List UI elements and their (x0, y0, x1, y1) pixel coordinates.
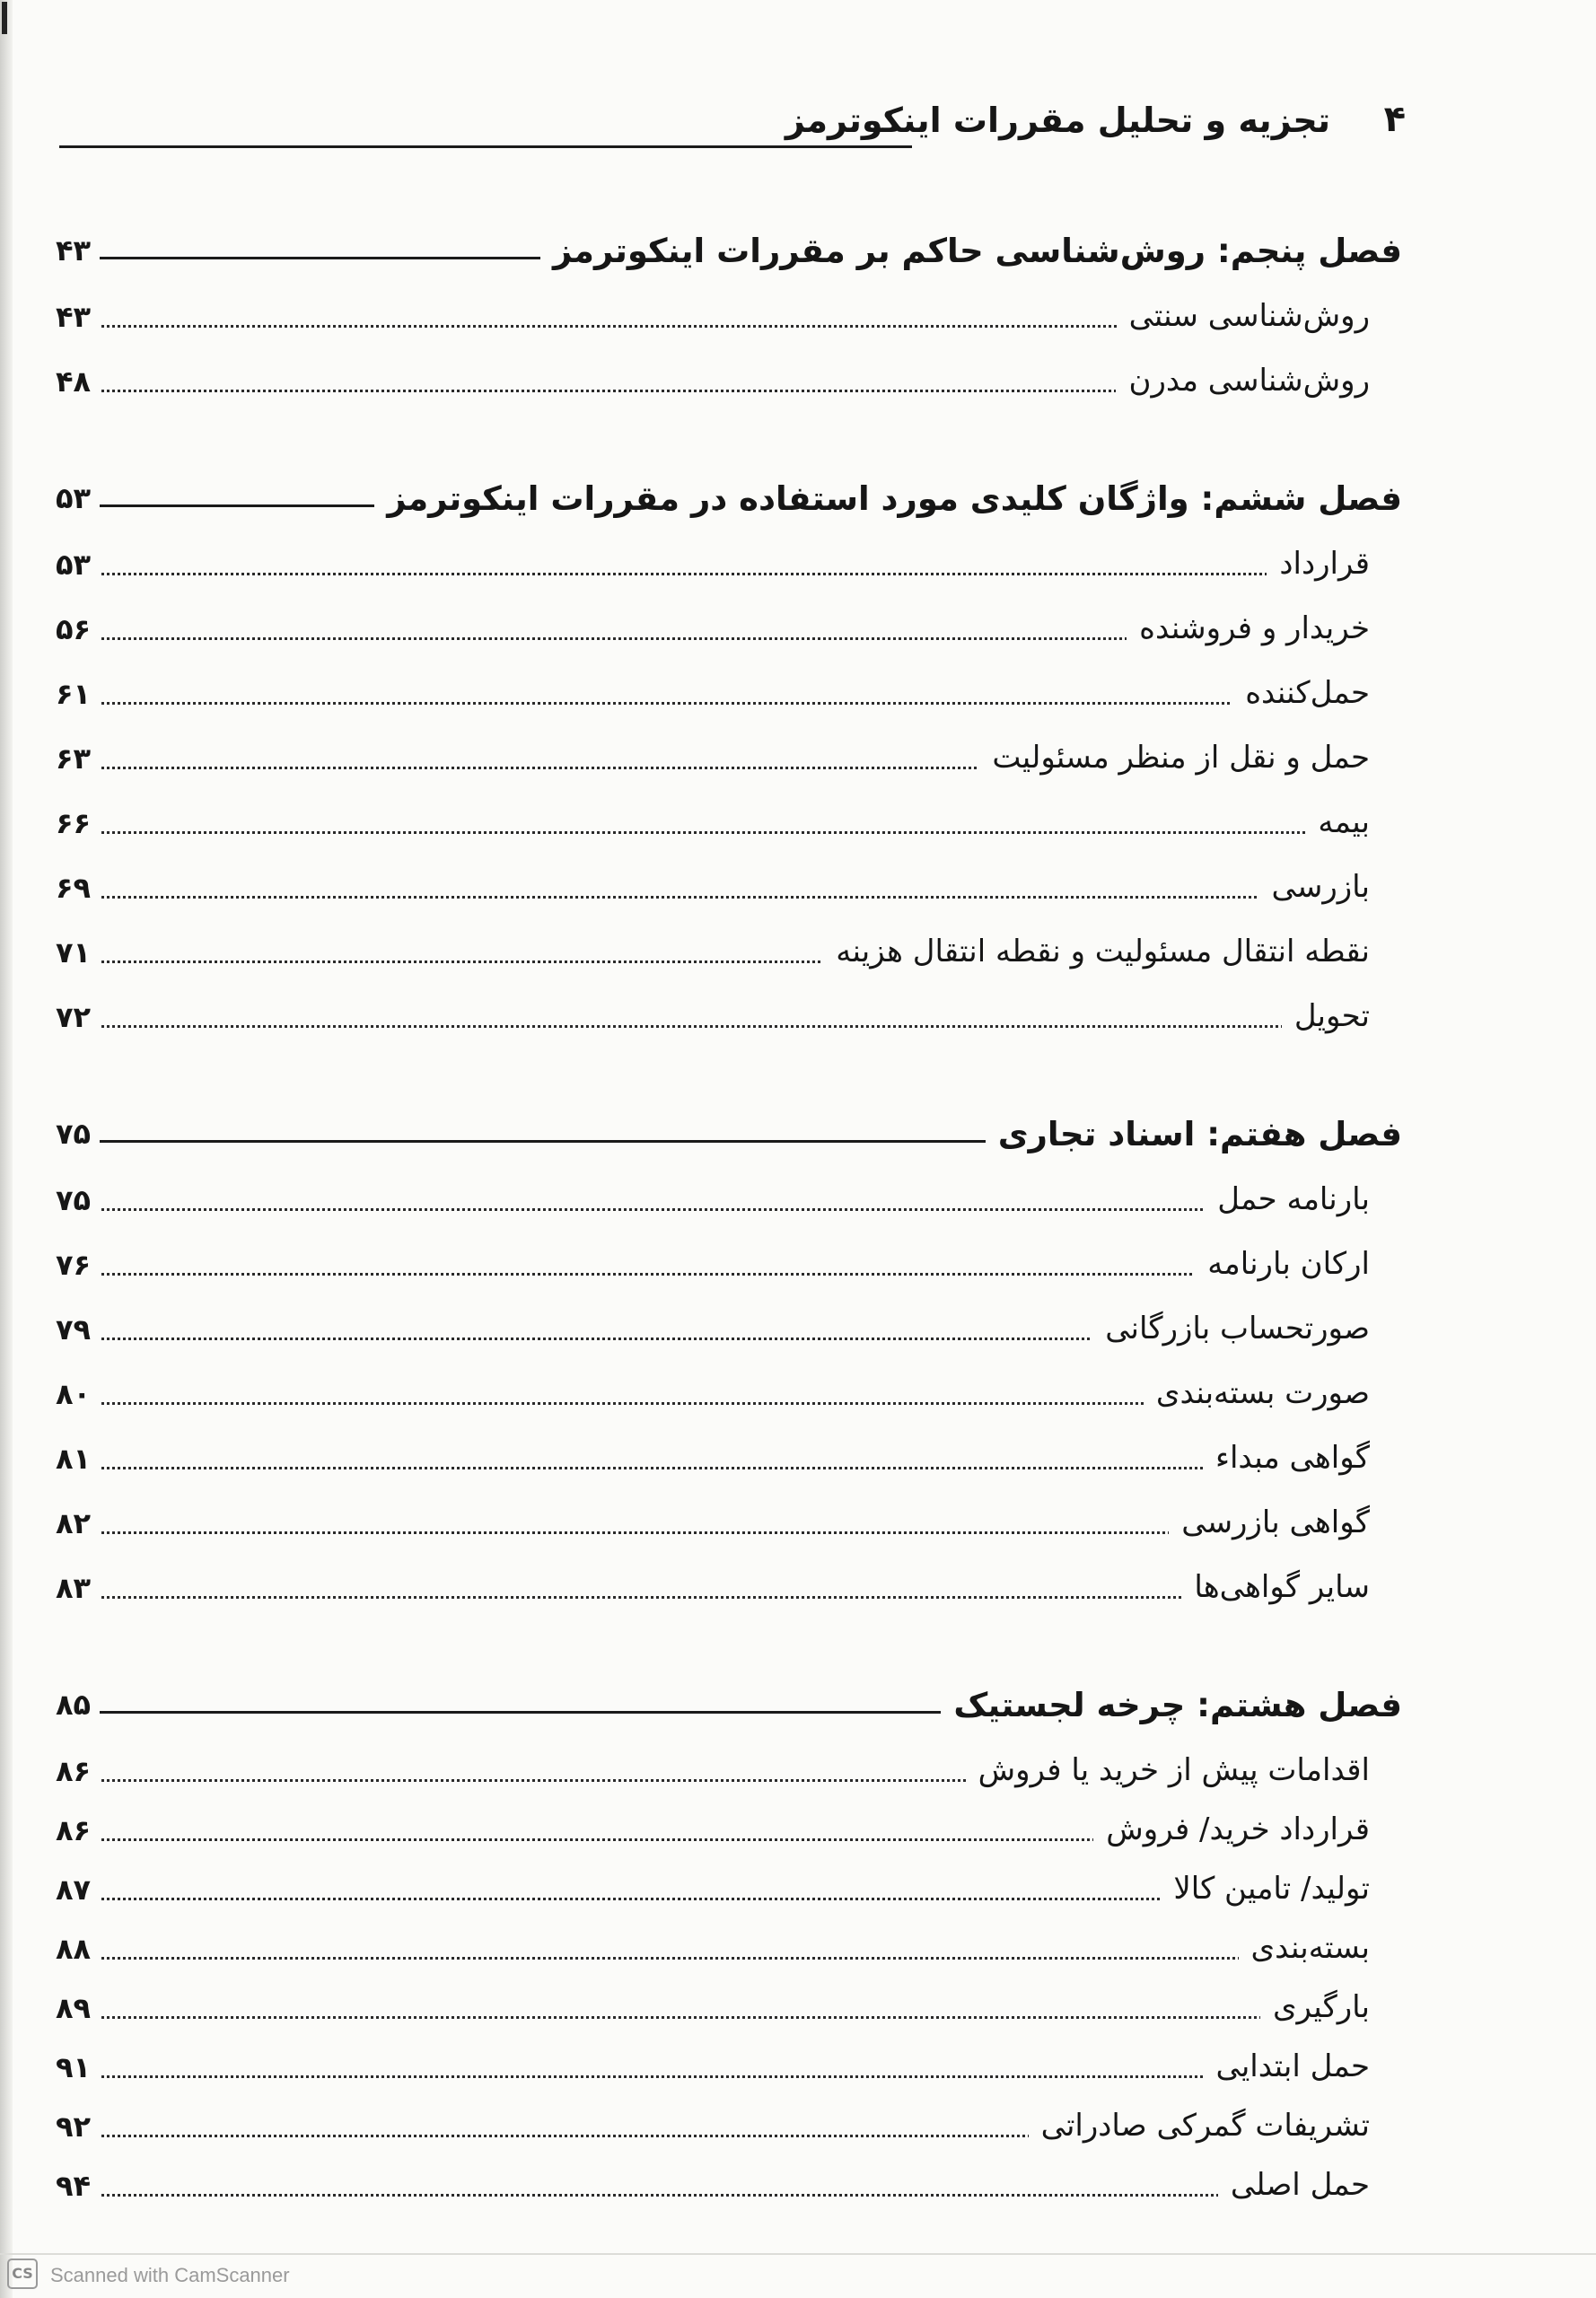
section-entry[interactable] (56, 1930, 1402, 1989)
section-title: حمل اصلی (1218, 2167, 1370, 2203)
section-entry[interactable] (56, 2167, 1402, 2226)
section-title: روش‌شناسی مدرن (1116, 363, 1370, 399)
section-page-number: ۶۶ (56, 806, 100, 840)
scan-edge-shadow (0, 0, 13, 2298)
dot-leader (92, 1596, 1370, 1599)
section-title: گواهی مبداء (1203, 1440, 1370, 1476)
section-title: نقطه انتقال مسئولیت و نقطه انتقال هزینه (823, 934, 1370, 969)
section-page-number: ۸۷ (56, 1873, 100, 1907)
section-title: حمل‌کننده (1232, 675, 1370, 711)
dot-leader (92, 702, 1370, 705)
section-title: حمل ابتدایی (1204, 2048, 1371, 2084)
dot-leader (92, 1025, 1370, 1028)
section-page-number: ۶۱ (56, 677, 100, 711)
section-entry[interactable] (56, 998, 1402, 1063)
section-page-number: ۵۶ (56, 612, 100, 646)
section-title: بارگیری (1260, 1989, 1370, 2025)
table-of-contents (56, 232, 1402, 2226)
dot-leader (92, 1273, 1370, 1276)
section-page-number: ۷۹ (56, 1312, 100, 1346)
section-entry[interactable] (56, 1440, 1402, 1504)
section-entry[interactable] (56, 1811, 1402, 1871)
section-title: خریدار و فروشنده (1127, 610, 1370, 646)
section-entry[interactable] (56, 1181, 1402, 1246)
section-title: بیمه (1305, 804, 1370, 840)
section-page-number: ۸۶ (56, 1813, 100, 1847)
section-entry[interactable] (56, 1246, 1402, 1311)
dot-leader (92, 896, 1370, 899)
chapter-page-number: ۷۵ (56, 1117, 100, 1151)
dot-leader (92, 1208, 1370, 1211)
section-entry[interactable] (56, 1752, 1402, 1811)
section-entry[interactable] (56, 1311, 1402, 1375)
chapter-page-number: ۸۵ (56, 1688, 100, 1722)
section-title: حمل و نقل از منظر مسئولیت (979, 740, 1370, 776)
section-title: تولید/ تامین کالا (1161, 1871, 1370, 1907)
section-title: صورت بسته‌بندی (1144, 1375, 1370, 1411)
dot-leader (92, 1467, 1370, 1469)
section-entry[interactable] (56, 2108, 1402, 2167)
section-title: تحویل (1282, 998, 1370, 1034)
section-title: قرارداد (1267, 546, 1370, 582)
section-page-number: ۹۱ (56, 2050, 100, 2084)
section-page-number: ۸۱ (56, 1442, 100, 1476)
section-title: بسته‌بندی (1239, 1930, 1370, 1966)
dot-leader (92, 1957, 1370, 1960)
section-entry[interactable] (56, 546, 1402, 610)
chapter-title: فصل هفتم: اسناد تجاری (986, 1115, 1402, 1153)
section-entry[interactable] (56, 1504, 1402, 1569)
page-number: ۴ (1383, 99, 1406, 140)
section-title: بارنامه حمل (1205, 1181, 1370, 1217)
section-title: تشریفات گمرکی صادراتی (1029, 2108, 1370, 2144)
chapter-title: فصل پنجم: روش‌شناسی حاکم بر مقررات اینکوترمز (540, 232, 1402, 270)
section-page-number: ۷۱ (56, 935, 100, 969)
section-entry[interactable] (56, 1569, 1402, 1634)
camscanner-logo-icon: CS (7, 2259, 38, 2289)
running-header (59, 99, 1406, 162)
chapter-title: فصل هشتم: چرخه لجستیک (941, 1686, 1402, 1724)
section-page-number: ۷۶ (56, 1248, 100, 1282)
section-page-number: ۴۳ (56, 300, 100, 334)
section-page-number: ۹۲ (56, 2109, 100, 2144)
section-page-number: ۶۳ (56, 741, 100, 776)
section-entry[interactable] (56, 1871, 1402, 1930)
chapter-page-number: ۴۳ (56, 233, 100, 268)
dot-leader (92, 2194, 1370, 2197)
section-page-number: ۵۳ (56, 548, 100, 582)
chapter-entry[interactable] (56, 232, 1402, 298)
section-title: روش‌شناسی سنتی (1117, 298, 1370, 334)
section-page-number: ۹۴ (56, 2169, 100, 2203)
section-page-number: ۷۵ (56, 1183, 100, 1217)
section-entry[interactable] (56, 610, 1402, 675)
section-entry[interactable] (56, 1989, 1402, 2048)
dot-leader (92, 831, 1370, 834)
section-title: قرارداد خرید/ فروش (1093, 1811, 1370, 1847)
section-entry[interactable] (56, 363, 1402, 427)
scan-edge-mark (2, 2, 7, 34)
chapter-entry[interactable] (56, 479, 1402, 546)
dot-leader (92, 2016, 1370, 2019)
section-entry[interactable] (56, 934, 1402, 998)
section-title: گواهی بازرسی (1169, 1504, 1370, 1540)
section-page-number: ۸۸ (56, 1932, 100, 1966)
section-title: ارکان بارنامه (1195, 1246, 1370, 1282)
section-entry[interactable] (56, 740, 1402, 804)
chapter-entry[interactable] (56, 1686, 1402, 1752)
section-entry[interactable] (56, 869, 1402, 934)
scanner-footer-divider (0, 2253, 1596, 2255)
section-entry[interactable] (56, 1375, 1402, 1440)
section-page-number: ۸۹ (56, 1991, 100, 2025)
section-page-number: ۸۰ (56, 1377, 100, 1411)
section-page-number: ۸۶ (56, 1754, 100, 1788)
section-page-number: ۸۳ (56, 1571, 100, 1605)
section-page-number: ۴۸ (56, 364, 100, 399)
section-title: بازرسی (1259, 869, 1371, 905)
section-title: اقدامات پیش از خرید یا فروش (966, 1752, 1370, 1788)
section-title: صورتحساب بازرگانی (1092, 1311, 1370, 1346)
scanner-watermark: Scanned with CamScanner (50, 2264, 290, 2286)
running-header-title: تجزیه و تحلیل مقررات اینکوترمز (785, 101, 1330, 140)
section-page-number: ۷۲ (56, 1000, 100, 1034)
dot-leader (92, 573, 1370, 575)
section-page-number: ۸۲ (56, 1506, 100, 1540)
chapter-entry[interactable] (56, 1115, 1402, 1181)
section-entry[interactable] (56, 804, 1402, 869)
section-title: سایر گواهی‌ها (1181, 1569, 1370, 1605)
section-entry[interactable] (56, 675, 1402, 740)
header-rule (59, 145, 912, 148)
section-entry[interactable] (56, 298, 1402, 363)
section-entry[interactable] (56, 2048, 1402, 2108)
dot-leader (92, 2075, 1370, 2078)
chapter-page-number: ۵۳ (56, 481, 100, 515)
section-page-number: ۶۹ (56, 871, 100, 905)
chapter-title: فصل ششم: واژگان کلیدی مورد استفاده در مقررات اینکوترمز (374, 479, 1402, 518)
